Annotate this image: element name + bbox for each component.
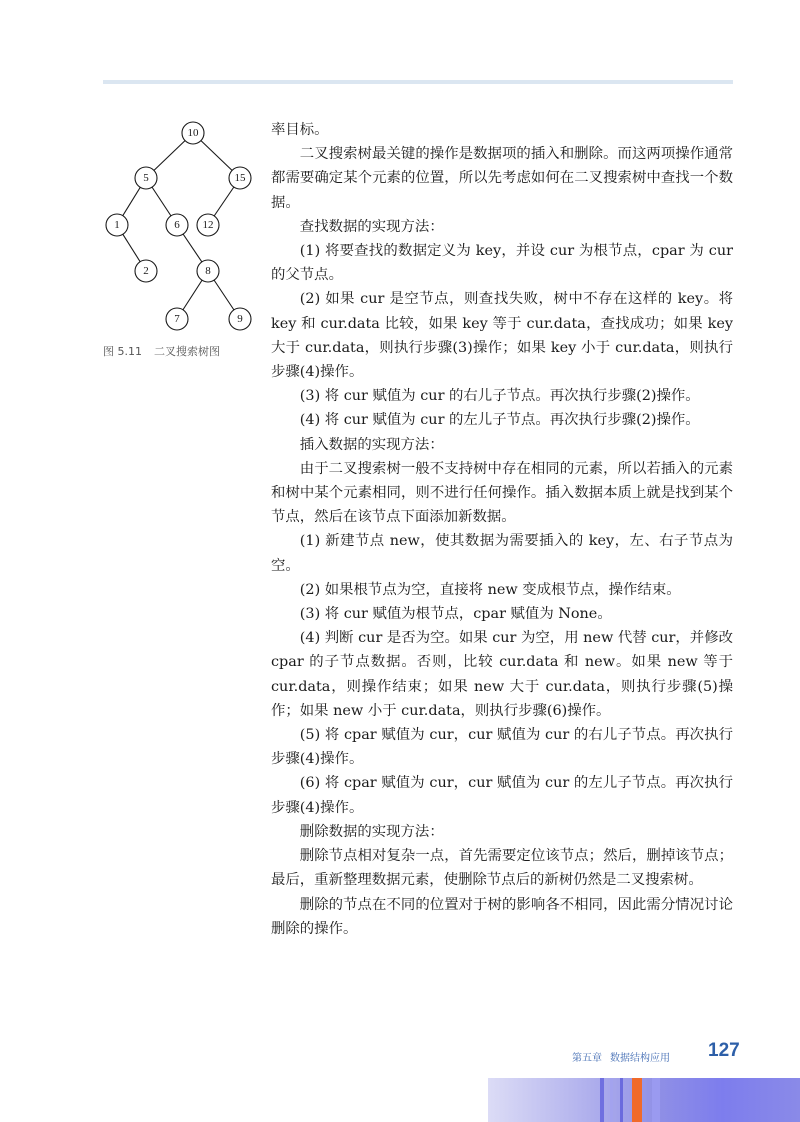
tree-node-9-label: 9 [237,313,243,325]
section-heading: 查找数据的实现方法： [299,218,444,235]
tree-node-1 [106,214,128,236]
figure-caption [103,343,263,359]
binary-search-tree-figure [100,115,260,345]
tree-node-5-label: 5 [143,172,149,184]
step-item: (3) 将 cur 赋值为 cur 的右儿子节点。再次执行步骤(2)操作。 [299,388,700,405]
tree-node-15-label: 15 [234,172,246,184]
footer-chapter-title: 数据结构应用 [610,1053,670,1064]
section-heading: 插入数据的实现方法： [299,436,444,453]
footer-chapter: 第五章 [572,1053,602,1064]
footer-stripe [610,1078,613,1122]
tree-node-6 [166,214,188,236]
tree-node-10 [182,122,204,144]
header-rule [103,80,733,84]
tree-node-7-label: 7 [174,313,180,325]
tree-node-12 [197,214,219,236]
footer-stripe [600,1078,604,1122]
step-item: (4) 将 cur 赋值为 cur 的左儿子节点。再次执行步骤(2)操作。 [299,412,700,429]
step-item: (5) 将 cpar 赋值为 cur，cur 赋值为 cur 的右儿子节点。再次执行步骤(4)操作。 [271,727,733,768]
step-item: (6) 将 cpar 赋值为 cur，cur 赋值为 cur 的左儿子节点。再次执行步骤(4)操作。 [271,775,733,816]
step-item: (3) 将 cur 赋值为根节点，cpar 赋值为 None。 [299,606,612,623]
step-item: (2) 如果 cur 是空节点，则查找失败，树中不存在这样的 key。将 key 和 cur.data 比较，如果 key 等于 cur.data，查找成功；如果 key 大于 cur.data，则执行步骤(3)操作；如果 key 小于 cur.data，则执行步骤(4)操作。 [271,291,733,381]
figure-caption-title: 二叉搜索树图 [154,345,220,358]
step-item: (1) 新建节点 new，使其数据为需要插入的 key，左、右子节点为空。 [271,533,733,574]
step-item: (2) 如果根节点为空，直接将 new 变成根节点，操作结束。 [299,581,681,598]
tree-node-15 [229,167,251,189]
tree-node-10-label: 10 [187,127,199,139]
paragraph: 删除节点相对复杂一点，首先需要定位该节点；然后，删掉该节点；最后，重新整理数据元素，使删除节点后的新树仍然是二叉搜索树。 [271,848,733,889]
footer-stripe [620,1078,623,1122]
page-number: 127 [708,1040,740,1061]
body-text [271,118,733,941]
running-footer [572,1049,670,1064]
tree-node-7 [166,308,188,330]
section-heading: 删除数据的实现方法： [299,823,444,840]
step-item: (4) 判断 cur 是否为空。如果 cur 为空，用 new 代替 cur，并修改 cpar 的子节点数据。否则，比较 cur.data 和 new。如果 new 等于 cur.data，则操作结束；如果 new 大于 cur.data，则执行步骤(5)操作；如果 new 小于 cur.data，则执行步骤(6)操作。 [271,630,733,719]
tree-node-8 [197,260,219,282]
tree-node-6-label: 6 [174,219,180,231]
paragraph: 由于二叉搜索树一般不支持树中存在相同的元素，所以若插入的元素和树中某个元素相同，则不进行任何操作。插入数据本质上就是找到某个节点，然后在该节点下面添加新数据。 [271,460,733,526]
footer-stripe [652,1078,660,1122]
tree-node-8-label: 8 [205,265,211,277]
step-item: (1) 将要查找的数据定义为 key，并设 cur 为根节点，cpar 为 cur 的父节点。 [271,243,733,284]
tree-node-9 [229,308,251,330]
paragraph: 二叉搜索树最关键的操作是数据项的插入和删除。而这两项操作通常都需要确定某个元素的位置，所以先考虑如何在二叉搜索树中查找一个数据。 [271,146,733,211]
tree-node-12-label: 12 [202,219,214,231]
footer-color-band [488,1078,800,1122]
tree-node-5 [135,167,157,189]
paragraph: 删除的节点在不同的位置对于树的影响各不相同，因此需分情况讨论删除的操作。 [271,896,733,937]
binary-search-tree-diagram [100,115,260,345]
paragraph: 率目标。 [271,122,329,138]
tree-node-2-label: 2 [143,265,149,277]
tree-node-2 [135,260,157,282]
figure-caption-number: 图 5.11 [103,345,142,358]
footer-orange-stripe [632,1078,642,1122]
tree-node-1-label: 1 [114,219,120,231]
